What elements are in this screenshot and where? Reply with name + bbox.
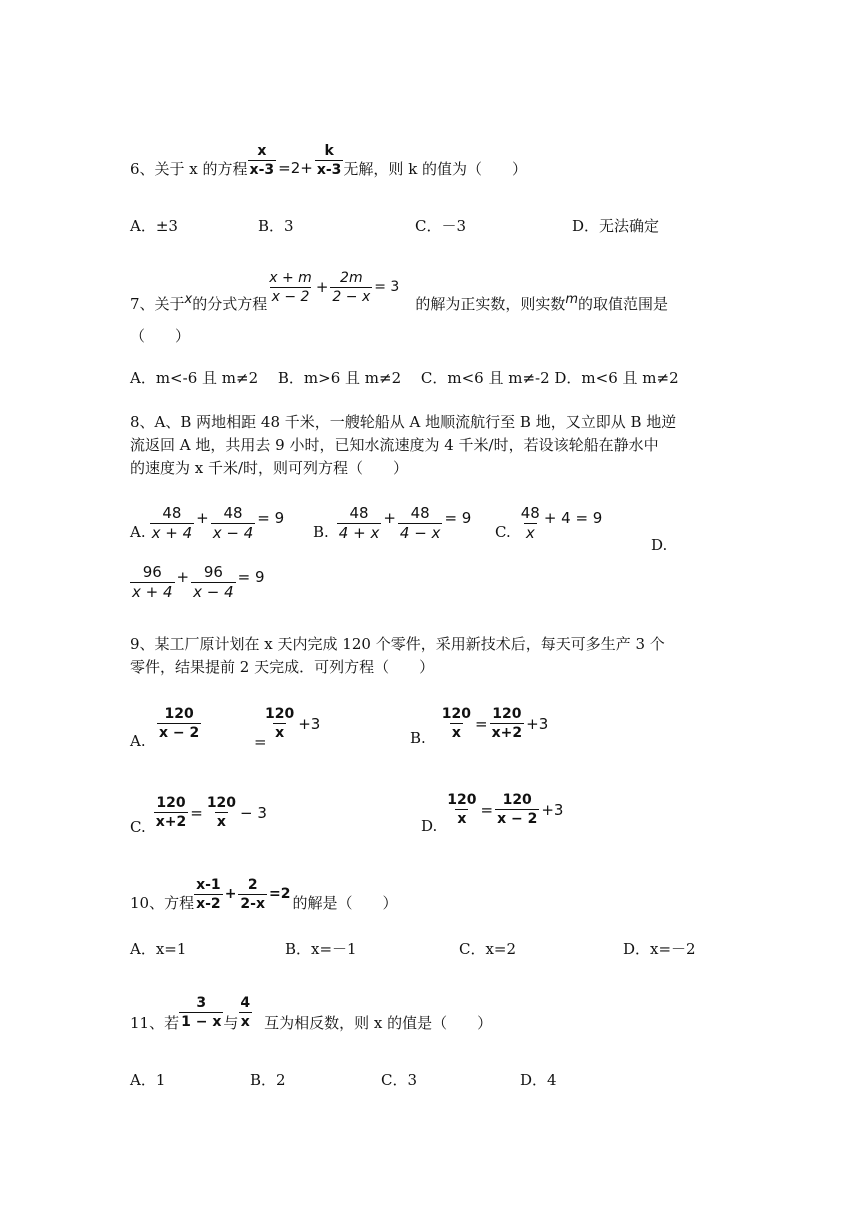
q8-a-frac-1 bbox=[150, 506, 195, 541]
q11-fraction-1 bbox=[179, 996, 223, 1029]
q7-options: A．m<-6 且 m≠2 B．m>6 且 m≠2 C．m<6 且 m≠-2 D．m<6 且 m≠2 bbox=[130, 369, 679, 387]
q7-f1-num: x + m bbox=[269, 269, 312, 286]
q8-b-n2: 48 bbox=[410, 504, 430, 522]
q8-b-op: + bbox=[383, 509, 396, 527]
q9-b-d2: x+2 bbox=[491, 725, 523, 741]
q8-c-n1: 48 bbox=[520, 504, 540, 522]
q8-option-c bbox=[495, 506, 604, 541]
q9-c-d1: x+2 bbox=[155, 814, 187, 830]
q8-b-d1: 4 + x bbox=[338, 524, 380, 542]
q9-b-n1: 120 bbox=[441, 706, 472, 722]
q8-line-1: 8、A、B 两地相距 48 千米，一艘轮船从 A 地顺流航行至 B 地，又立即从 B 地逆 bbox=[130, 413, 677, 431]
q7-suffix2: 的取值范围是 bbox=[578, 294, 669, 313]
q6-option-c: C．－3 bbox=[415, 217, 467, 235]
q6-mid: =2+ bbox=[278, 159, 313, 177]
q11-fraction-2 bbox=[238, 996, 252, 1029]
q6-suffix: 无解，则 k 的值为（ ） bbox=[343, 159, 528, 178]
q8-d-op: + bbox=[176, 568, 190, 586]
q9-b-eq: = bbox=[475, 714, 488, 733]
q6-f1-den: x-3 bbox=[249, 161, 275, 178]
q10-plus: + bbox=[224, 886, 237, 902]
q8-c-frac bbox=[519, 506, 542, 541]
q9-c-d2: x bbox=[216, 814, 226, 830]
question-7 bbox=[130, 262, 668, 324]
q7-prefix: 7、关于 bbox=[130, 294, 185, 313]
q11-suffix: 互为相反数，则 x 的值是（ ） bbox=[264, 1013, 493, 1032]
q9-option-d bbox=[421, 792, 565, 835]
q10-f2-den: 2-x bbox=[240, 895, 266, 912]
q8-a-frac-2 bbox=[211, 506, 256, 541]
q6-prefix: 6、关于 x 的方程 bbox=[130, 159, 248, 178]
q8-b-label: B. bbox=[313, 523, 329, 541]
q9-b-frac-2 bbox=[490, 707, 525, 740]
q9-option-c bbox=[130, 795, 269, 836]
q8-b-d2: 4 − x bbox=[399, 524, 441, 542]
q9-a-d2: x bbox=[275, 725, 285, 741]
q11-f2-num: 4 bbox=[240, 994, 251, 1011]
question-10 bbox=[130, 872, 398, 916]
q9-a-n1: 120 bbox=[164, 706, 194, 722]
q7-paren: （ ） bbox=[130, 327, 191, 345]
q6-f2-num: k bbox=[324, 142, 334, 159]
q6-option-a: A．±3 bbox=[130, 217, 178, 235]
q9-line-1: 9、某工厂原计划在 x 天内完成 120 个零件，采用新技术后，每天可多生产 3 个 bbox=[130, 635, 665, 653]
q9-a-d1: x − 2 bbox=[159, 725, 200, 741]
q9-d-frac-2 bbox=[495, 793, 539, 826]
q9-a-tail: +3 bbox=[298, 714, 321, 733]
q8-c-label: C. bbox=[495, 523, 511, 541]
q6-option-b: B．3 bbox=[258, 217, 294, 235]
q9-a-rhs bbox=[263, 707, 322, 740]
q11-option-c: C．3 bbox=[381, 1071, 418, 1089]
q8-a-d1: x + 4 bbox=[151, 524, 193, 542]
q11-with: 与 bbox=[223, 1013, 239, 1032]
q10-eq: =2 bbox=[269, 886, 291, 902]
q8-a-label: A. bbox=[130, 523, 146, 541]
q9-a-frac-1 bbox=[157, 707, 201, 740]
q8-d-frac-1 bbox=[130, 565, 175, 600]
question-6 bbox=[130, 142, 528, 190]
q8-line-2: 流返回 A 地，共用去 9 小时，已知水流速度为 4 千米/时，若设该轮船在静水中 bbox=[130, 436, 659, 454]
q9-b-tail: +3 bbox=[526, 714, 549, 733]
q7-f2-den: 2 − x bbox=[332, 288, 371, 305]
q9-c-n1: 120 bbox=[156, 795, 186, 811]
q7-plus: + bbox=[315, 278, 329, 296]
q10-fraction-1 bbox=[194, 878, 223, 911]
q9-d-label: D. bbox=[421, 816, 438, 835]
q8-d-d2: x − 4 bbox=[193, 583, 234, 601]
q8-option-b bbox=[313, 506, 473, 541]
q6-fraction-2 bbox=[315, 144, 344, 177]
q11-option-b: B．2 bbox=[250, 1071, 286, 1089]
q8-d-frac-2 bbox=[191, 565, 236, 600]
q8-c-d1: x bbox=[525, 524, 535, 542]
q8-b-eq: = 9 bbox=[444, 509, 472, 527]
q10-option-b: B．x=－1 bbox=[285, 940, 357, 958]
q7-eq: = 3 bbox=[374, 279, 400, 295]
q9-option-a-label: A. bbox=[130, 732, 146, 750]
q6-f2-den: x-3 bbox=[316, 161, 342, 178]
q8-c-rest: + 4 = 9 bbox=[543, 509, 603, 527]
q8-option-a bbox=[130, 506, 286, 541]
q7-f2-num: 2m bbox=[340, 269, 363, 286]
q9-d-tail: +3 bbox=[541, 800, 564, 819]
q9-c-tail: − 3 bbox=[240, 803, 267, 822]
q11-option-a: A．1 bbox=[130, 1071, 166, 1089]
q8-d-d1: x + 4 bbox=[132, 583, 173, 601]
q8-a-op: + bbox=[196, 509, 209, 527]
q9-d-eq: = bbox=[480, 800, 494, 819]
q11-f1-den: 1 − x bbox=[181, 1013, 222, 1030]
q9-b-n2: 120 bbox=[492, 706, 522, 722]
q8-option-d-label: D. bbox=[651, 536, 668, 554]
q10-prefix: 10、方程 bbox=[130, 893, 195, 912]
q9-c-n2: 120 bbox=[206, 795, 237, 811]
q9-c-frac-1 bbox=[154, 796, 189, 829]
q6-option-d: D．无法确定 bbox=[572, 217, 660, 235]
q11-f2-den: x bbox=[240, 1013, 250, 1030]
q9-a-eq: = bbox=[254, 733, 267, 751]
q8-d-n2: 96 bbox=[203, 563, 223, 581]
q7-var-m: m bbox=[565, 291, 579, 307]
q8-a-d2: x − 4 bbox=[212, 524, 254, 542]
q7-mid: 的分式方程 bbox=[192, 294, 268, 313]
q9-d-d1: x bbox=[457, 811, 467, 827]
q9-line-2: 零件，结果提前 2 天完成．可列方程（ ） bbox=[130, 658, 435, 676]
question-11 bbox=[130, 988, 492, 1036]
q9-a-n2: 120 bbox=[265, 706, 295, 722]
q9-d-n2: 120 bbox=[502, 792, 532, 808]
q8-b-n1: 48 bbox=[349, 504, 369, 522]
q8-b-frac-1 bbox=[337, 506, 382, 541]
q6-f1-num: x bbox=[257, 142, 267, 159]
q9-b-d1: x bbox=[451, 725, 461, 741]
q6-fraction-1 bbox=[248, 144, 277, 177]
q8-a-eq: = 9 bbox=[257, 509, 285, 527]
q9-a-frac-2 bbox=[263, 707, 296, 740]
q9-c-label: C. bbox=[130, 817, 146, 836]
q8-option-d bbox=[130, 565, 267, 600]
q10-option-a: A．x=1 bbox=[130, 940, 187, 958]
q10-f1-num: x-1 bbox=[196, 876, 221, 893]
q11-prefix: 11、若 bbox=[130, 1013, 180, 1032]
q9-d-n1: 120 bbox=[447, 792, 477, 808]
q9-c-eq: = bbox=[190, 803, 203, 822]
q7-fraction-2 bbox=[330, 271, 372, 304]
q10-option-d: D．x=－2 bbox=[623, 940, 696, 958]
q9-b-label: B. bbox=[410, 728, 426, 747]
q9-d-frac-1 bbox=[445, 793, 478, 826]
q10-fraction-2 bbox=[238, 878, 267, 911]
q7-suffix: 的解为正实数，则实数 bbox=[415, 294, 566, 313]
q8-d-n1: 96 bbox=[142, 563, 162, 581]
q10-f2-num: 2 bbox=[247, 876, 258, 893]
q8-a-n2: 48 bbox=[223, 504, 243, 522]
q10-option-c: C．x=2 bbox=[459, 940, 517, 958]
q10-suffix: 的解是（ ） bbox=[292, 893, 398, 912]
q9-b-frac-1 bbox=[440, 707, 473, 740]
q10-f1-den: x-2 bbox=[196, 895, 221, 912]
q8-line-3: 的速度为 x 千米/时，则可列方程（ ） bbox=[130, 459, 409, 477]
q9-c-frac-2 bbox=[205, 796, 238, 829]
q7-f1-den: x − 2 bbox=[271, 288, 310, 305]
q9-option-b bbox=[410, 706, 550, 747]
q11-option-d: D．4 bbox=[520, 1071, 557, 1089]
q7-fraction-1 bbox=[267, 271, 314, 304]
q8-d-eq: = 9 bbox=[237, 568, 265, 586]
q9-d-d2: x − 2 bbox=[497, 811, 538, 827]
q8-b-frac-2 bbox=[398, 506, 443, 541]
q7-var-x: x bbox=[184, 291, 193, 307]
q11-f1-num: 3 bbox=[196, 994, 207, 1011]
q8-a-n1: 48 bbox=[162, 504, 182, 522]
